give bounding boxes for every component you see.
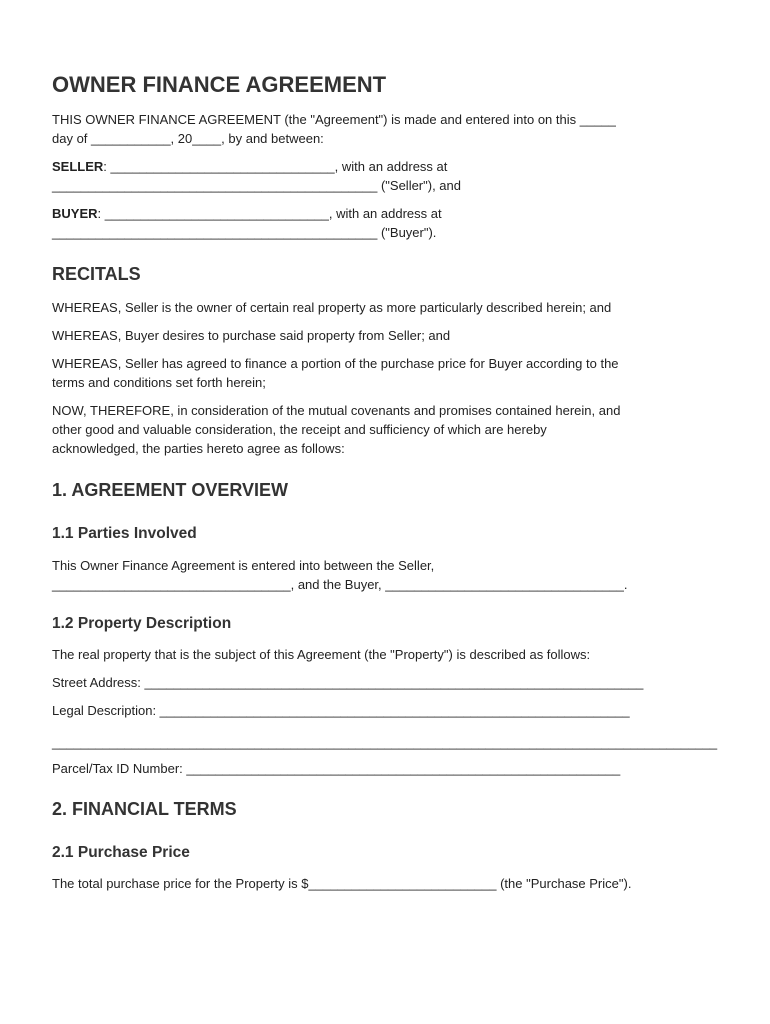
buyer-block: [52, 204, 442, 242]
section-1-heading: 1. AGREEMENT OVERVIEW: [52, 480, 289, 500]
recital-line: terms and conditions set forth herein;: [52, 375, 266, 390]
seller-line-1: [52, 157, 461, 176]
seller-line-1-rest: : _______________________________, with an address at: [103, 159, 448, 174]
seller-block: [52, 157, 461, 195]
property-intro: The real property that is the subject of this Agreement (the "Property") is described as follows:: [52, 647, 591, 662]
document-title: OWNER FINANCE AGREEMENT: [52, 72, 387, 97]
buyer-line-1: [52, 204, 442, 223]
recital-line: acknowledged, the parties hereto agree as follows:: [52, 441, 345, 456]
buyer-label: BUYER: [52, 206, 98, 221]
recital-paragraph: WHEREAS, Seller is the owner of certain real property as more particularly described herein; and: [52, 300, 612, 315]
recital-line: NOW, THEREFORE, in consideration of the mutual covenants and promises contained herein, and: [52, 403, 621, 418]
intro-line: THIS OWNER FINANCE AGREEMENT (the "Agreement") is made and entered into on this _____: [52, 112, 616, 127]
parties-paragraph: [52, 556, 627, 594]
legal-description-continuation: ____________________________________________________________________________________________: [52, 735, 718, 750]
section-2-heading: 2. FINANCIAL TERMS: [52, 799, 237, 819]
seller-line-2: _____________________________________________ ("Seller"), and: [52, 178, 461, 193]
street-address-field: Street Address: _____________________________________________________________________: [52, 675, 644, 690]
recitals-heading: RECITALS: [52, 264, 141, 284]
purchase-price-paragraph: The total purchase price for the Property is $__________________________ (the "Purchase Price").: [52, 876, 632, 891]
seller-label: SELLER: [52, 159, 104, 174]
recital-line: other good and valuable consideration, the receipt and sufficiency of which are hereby: [52, 422, 547, 437]
parties-line: _________________________________, and the Buyer, _________________________________.: [52, 577, 628, 592]
recital-paragraph: WHEREAS, Buyer desires to purchase said property from Seller; and: [52, 328, 451, 343]
parcel-id-field: Parcel/Tax ID Number: ____________________________________________________________: [52, 761, 621, 776]
recital-paragraph: [52, 401, 620, 458]
recital-paragraph: [52, 354, 619, 392]
buyer-line-2: _____________________________________________ ("Buyer").: [52, 225, 437, 240]
subsection-1-2-heading: 1.2 Property Description: [52, 615, 232, 632]
recital-line: WHEREAS, Seller has agreed to finance a portion of the purchase price for Buyer according to the: [52, 356, 619, 371]
subsection-1-1-heading: 1.1 Parties Involved: [52, 525, 197, 542]
buyer-line-1-rest: : _______________________________, with an address at: [97, 206, 442, 221]
legal-description-field: Legal Description: _________________________________________________________________: [52, 703, 630, 718]
intro-paragraph: [52, 110, 616, 148]
subsection-2-1-heading: 2.1 Purchase Price: [52, 844, 190, 861]
intro-line: day of ___________, 20____, by and between:: [52, 131, 324, 146]
parties-line: This Owner Finance Agreement is entered into between the Seller,: [52, 558, 435, 573]
